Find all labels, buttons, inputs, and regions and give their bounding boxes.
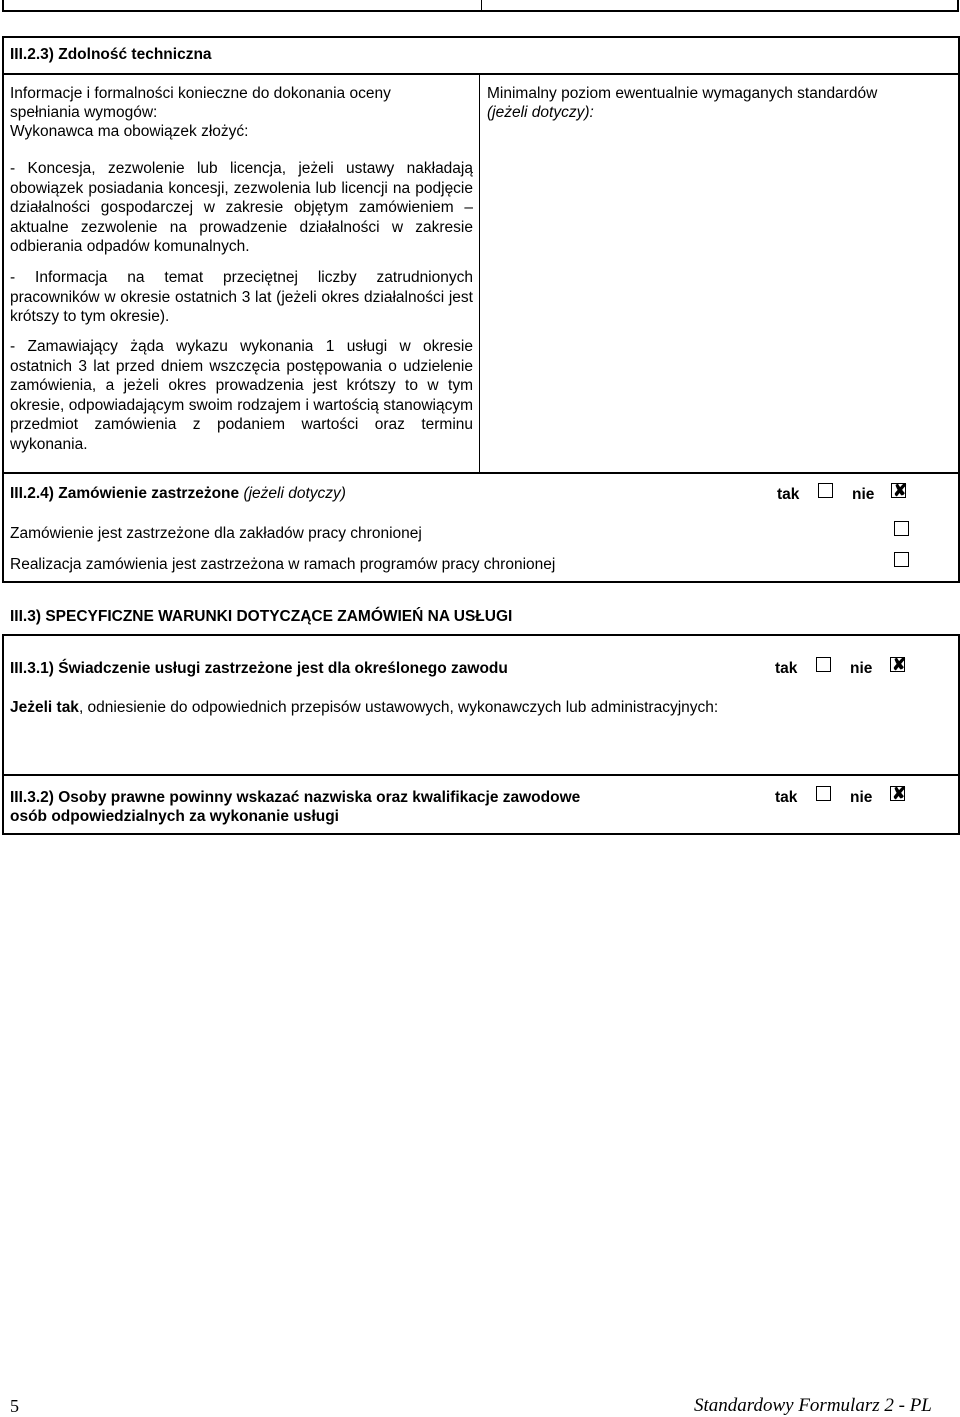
section-3-2-3-divider	[2, 73, 960, 75]
page-number: 5	[10, 1396, 19, 1416]
section-3-2-4-heading: III.2.4) Zamówienie zastrzeżone	[10, 485, 240, 502]
reserved-option-1-checkbox[interactable]	[894, 521, 909, 536]
section-3-2-4-heading-row	[10, 484, 346, 504]
section-3-3-divider	[2, 774, 960, 776]
section-3-2-4-tak-label: tak	[777, 486, 800, 503]
section-3-3-1-tak-checkbox[interactable]	[816, 657, 831, 672]
section-3-3-2-heading-line-2: osób odpowiedzialnych za wykonanie usługi	[10, 808, 339, 825]
section-3-3-2-heading-line-1: III.3.2) Osoby prawne powinny wskazać nazwiska oraz kwalifikacje zawodowe	[10, 789, 581, 806]
section-3-3-1-note-bold: Jeżeli tak	[10, 699, 79, 716]
section-3-3-2-nie-checkbox[interactable]	[890, 786, 905, 801]
section-3-3-1-heading: III.3.1) Świadczenie usługi zastrzeżone jest dla określonego zawodu	[10, 660, 508, 677]
check-x-icon: ✘	[892, 784, 907, 803]
section-3-3-1-note-text: , odniesienie do odpowiednich przepisów ustawowych, wykonawczych lub administracyjnych:	[78, 699, 719, 716]
section-3-3-2-tak-checkbox[interactable]	[816, 786, 831, 801]
section-3-2-4-nie-label: nie	[852, 486, 875, 503]
section-3-3-heading: III.3) SPECYFICZNE WARUNKI DOTYCZĄCE ZAMÓWIEŃ NA USŁUGI	[10, 608, 513, 625]
reserved-option-2: Realizacja zamówienia jest zastrzeżona w ramach programów pracy chronionej	[10, 556, 556, 573]
requirement-item-3: - Zamawiający żąda wykazu wykonania 1 usługi w okresie ostatnich 3 lat przed dniem wszczęcia postępowania o udzielenie zamówienia, a jeżeli okres prowadzenia jest krótszy to w tym okresie, odpowiadającym swoim rodzajem i wartością stanowiącym przedmiot zamówienia z podaniem wartości oraz terminu wykonania.	[10, 338, 473, 453]
right-intro-line-2: (jeżeli dotyczy):	[487, 104, 594, 121]
form-name: Standardowy Formularz 2 - PL	[694, 1395, 932, 1416]
left-intro-line-3: Wykonawca ma obowiązek złożyć:	[10, 123, 249, 140]
section-3-3-1-nie-label: nie	[850, 660, 873, 677]
section-3-2-3-heading: III.2.3) Zdolność techniczna	[10, 46, 212, 63]
section-3-2-4-heading-note: (jeżeli dotyczy)	[243, 485, 346, 502]
left-intro-line-2: spełniania wymogów:	[10, 104, 158, 121]
section-3-3-2-tak-label: tak	[775, 789, 798, 806]
section-3-3-1-tak-label: tak	[775, 660, 798, 677]
section-3-2-4-nie-checkbox[interactable]	[891, 483, 906, 498]
reserved-option-1: Zamówienie jest zastrzeżone dla zakładów pracy chronionej	[10, 525, 422, 542]
right-intro-line-1: Minimalny poziom ewentualnie wymaganych standardów	[487, 85, 878, 102]
requirement-item-2: - Informacja na temat przeciętnej liczby zatrudnionych pracowników w okresie ostatnich 3 lat (jeżeli okres działalności jest krótszy to tym okresie).	[10, 269, 473, 325]
check-x-icon: ✘	[893, 481, 908, 500]
section-3-2-4-tak-checkbox[interactable]	[818, 483, 833, 498]
requirement-item-1: - Koncesja, zezwolenie lub licencja, jeżeli ustawy nakładają obowiązek posiadania koncesji, zezwolenia lub licencji na podjęcie działalności gospodarczej w zakresie objętym zamówieniem – aktualne zezwolenie na prowadzenie działalności w zakresie odbierania odpadów komunalnych.	[10, 160, 473, 255]
check-x-icon: ✘	[892, 655, 907, 674]
reserved-option-2-checkbox[interactable]	[894, 552, 909, 567]
section-3-2-3-column-divider	[479, 73, 480, 474]
left-intro-line-1: Informacje i formalności konieczne do dokonania oceny	[10, 85, 391, 102]
section-3-3-1-note	[10, 698, 718, 718]
previous-table-remnant	[2, 0, 959, 12]
section-3-3-2-nie-label: nie	[850, 789, 873, 806]
section-3-3-1-nie-checkbox[interactable]	[890, 657, 905, 672]
